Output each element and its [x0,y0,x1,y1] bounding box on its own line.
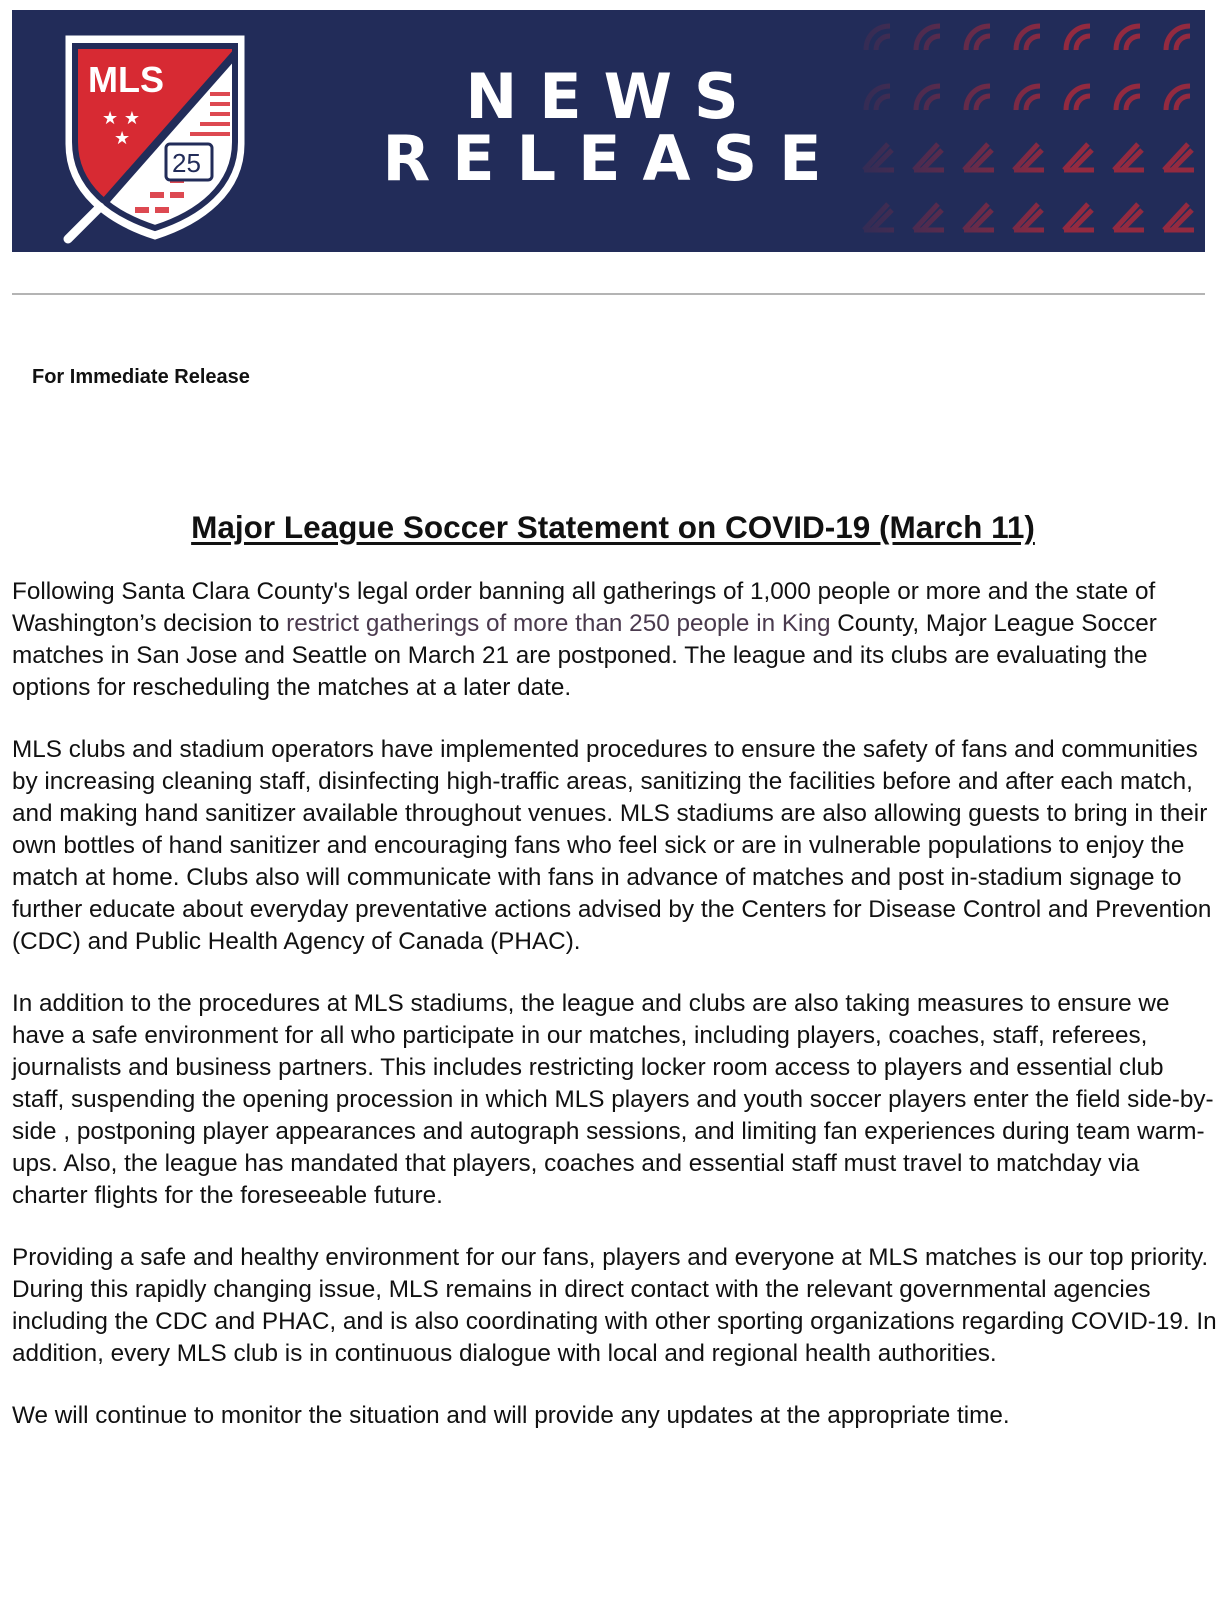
mls-crest-stripe-pattern-icon [862,10,1205,252]
news-release-headline [332,60,872,195]
release-label: For Immediate Release [32,366,250,388]
svg-text:★: ★ [114,128,131,149]
paragraph-1-part-b: restrict gatherings of more than 250 people in King [286,610,831,637]
statement-body [12,576,1217,1462]
svg-text:★ ★: ★ ★ [102,108,140,129]
paragraph-1-part-c: County, Major League Soccer matches in San Jose and Seattle on March 21 are postponed. The league and its clubs are evaluating the options for rescheduling the matches at a later date. [12,610,1157,701]
headline-news: NEWS [465,60,761,133]
logo-wordmark: MLS [88,59,164,100]
statement-title: Major League Soccer Statement on COVID-19 (March 11) [191,509,1035,545]
headline-release: RELEASE [382,122,844,195]
paragraph-2: MLS clubs and stadium operators have implemented procedures to ensure the safety of fans and communities by increasing cleaning staff, disinfecting high-traffic areas, sanitizing the facilities before and after each match, and making hand sanitizer available throughout venues. MLS stadiums are also allowing guests to bring in their own bottles of hand sanitizer and encouraging fans who feel sick or are in vulnerable populations to enjoy the match at home. Clubs also will communicate with fans in advance of matches and post in-stadium signage to further educate about everyday preventative actions advised by the Centers for Disease Control and Prevention (CDC) and Public Health Agency of Canada (PHAC). [12,736,1212,955]
paragraph-1-part-a: Following Santa Clara County's legal order banning all gatherings of 1,000 people or more and the state of Washington’s decision to [12,578,1156,637]
logo-anniversary-number: 25 [172,148,201,178]
header-divider [12,293,1205,295]
mls-25-crest-logo [60,32,250,247]
paragraph-4: Providing a safe and healthy environment for our fans, players and everyone at MLS matches is our top priority. During this rapidly changing issue, MLS remains in direct contact with the relevant governmental agencies including the CDC and PHAC, and is also coordinating with other sporting organizations regarding COVID-19. In addition, every MLS club is in continuous dialogue with local and regional health authorities. [12,1244,1217,1367]
paragraph-1 [12,576,1217,704]
paragraph-3: In addition to the procedures at MLS stadiums, the league and clubs are also taking measures to ensure we have a safe environment for all who participate in our matches, including players, coaches, staff, referees, journalists and business partners. This includes restricting locker room access to players and essential club staff, suspending the opening procession in which MLS players and youth soccer players enter the field side-by-side , postponing player appearances and autograph sessions, and limiting fan experiences during team warm-ups. Also, the league has mandated that players, coaches and essential staff must travel to matchday via charter flights for the foreseeable future. [12,990,1214,1209]
paragraph-5: We will continue to monitor the situation and will provide any updates at the appropriate time. [12,1402,1010,1429]
news-release-banner [12,10,1205,252]
